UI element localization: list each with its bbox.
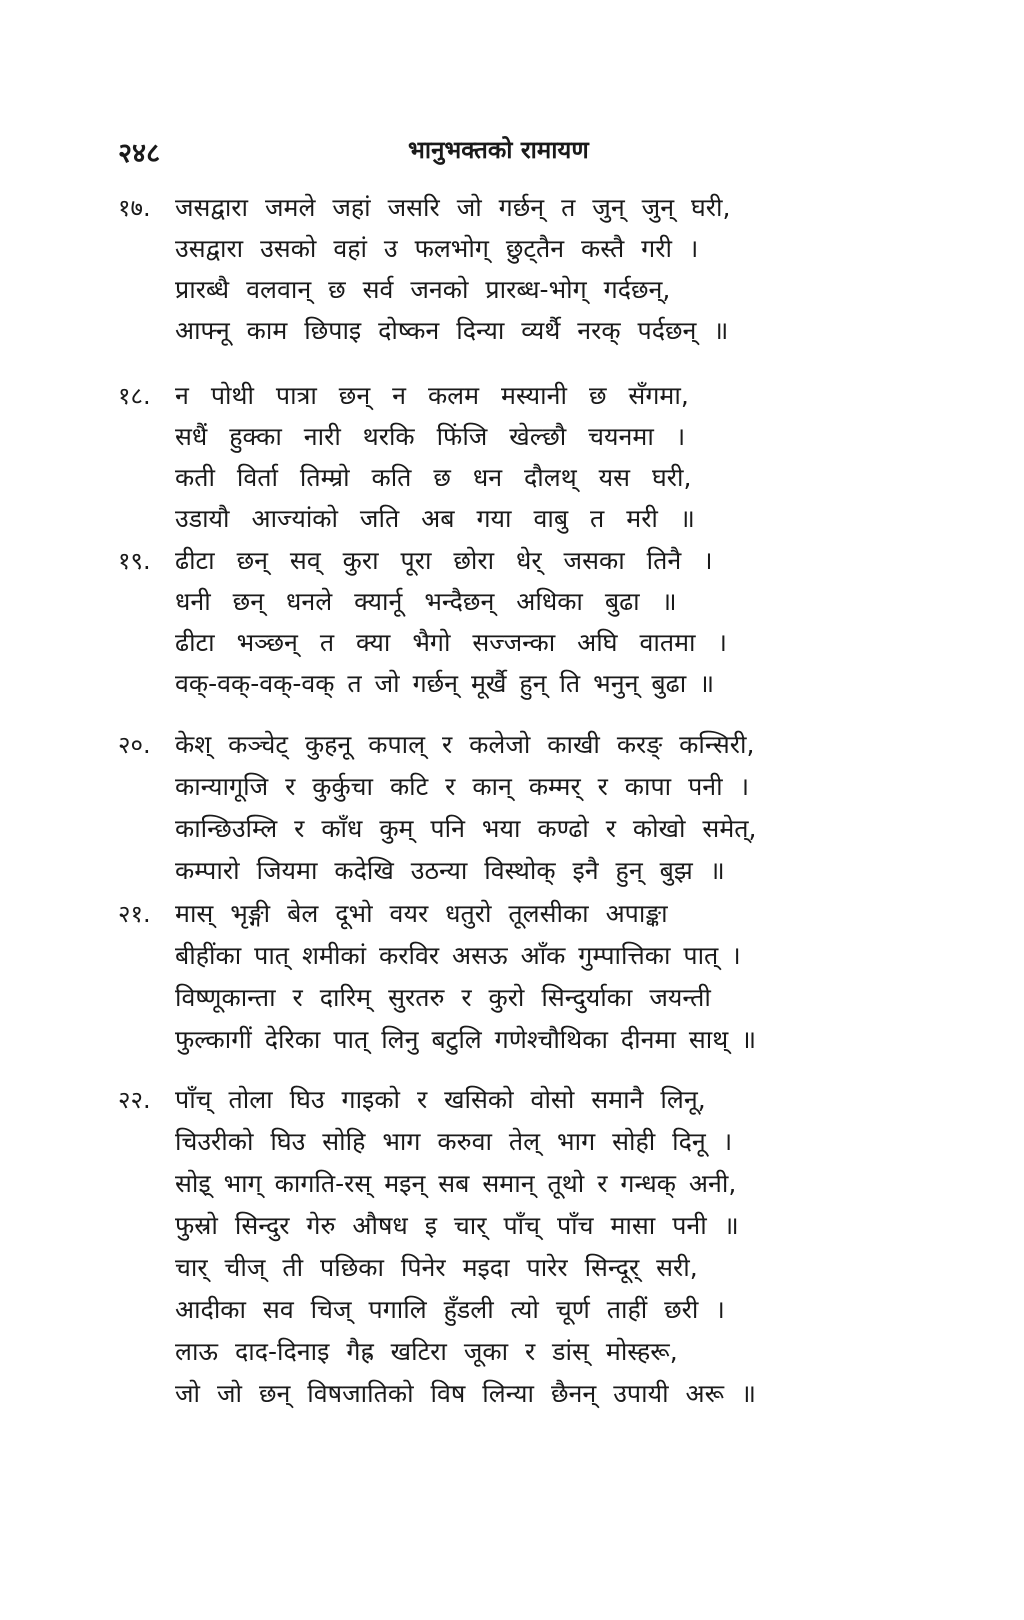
verse-number: १७. [118,194,151,222]
verse-line: फुल्कागीं देरिका पात् लिनु बटुलि गणेश्चौथिका दीनमा साथ् ॥ [175,1025,757,1054]
verse-line: सोइ् भाग् कागति-रस् मइन् सब समान् तूथो र गन्धक् अनी, [175,1169,737,1198]
verse-line: वक्-वक्-वक्-वक् त जो गर्छन् मूर्खै हुन् ति भनुन् बुढा ॥ [175,669,715,698]
verse-line: विष्णूकान्ता र दारिम् सुरतरु र कुरो सिन्दुर्याका जयन्ती [175,983,711,1012]
verse-line: आदीका सव चिज् पगालि हुँडली त्यो चूर्ण ताहीं छरी । [175,1295,725,1324]
verse-line: ढीटा छन् सव् कुरा पूरा छोरा धेर् जसका तिनै । [175,546,713,575]
verse-number: १९. [118,547,151,575]
verse-line: उडायौ आज्यांको जति अब गया वाबु त मरी ॥ [175,504,695,533]
page-header [118,133,604,173]
verse-line: कान्यागूजि र कुर्कुचा कटि र कान् कम्मर् र कापा पनी । [175,772,750,801]
verse-line: जो जो छन् विषजातिको विष लिन्या छैनन् उपायी अरू ॥ [175,1379,756,1408]
verse-line: कती विर्ता तिम्म्रो कति छ धन दौलथ् यस घरी, [175,463,692,492]
verse-line: मास् भृङ्गी बेल दूभो वयर धतुरो तूलसीका अपाङ्का [175,899,668,928]
verse-number: २०. [118,731,151,759]
verse-line: बीहींका पात् शमीकां करविर असऊ आँक गुम्पात्तिका पात् । [175,941,741,970]
page-number: २४८ [118,138,161,169]
verse-line: कम्पारो जियमा कदेखि उठन्या विस्थोक् इनै हुन् बुझ ॥ [175,856,725,885]
verse-line: केश् कञ्चेट् कुहनू कपाल् र कलेजो काखी करङ् कन्सिरी, [175,730,755,759]
verse-line: न पोथी पात्रा छन् न कलम मस्यानी छ सँगमा, [175,381,689,410]
verse-number: १८. [118,382,151,410]
verse-line: उसद्वारा उसको वहां उ फलभोग् छुट्तैन कस्तै गरी । [175,234,699,263]
verse-line: चार् चीज् ती पछिका पिनेर मइदा पारेर सिन्दूर् सरी, [175,1253,698,1282]
verse-line: कान्छिउम्लि र काँध कुम् पनि भया कण्ढो र कोखो समेत्, [175,814,757,843]
running-title: भानुभक्तको रामायण [408,136,589,164]
verse-line: प्रारब्धै वलवान् छ सर्व जनको प्रारब्ध-भोग् गर्दछन्, [175,275,671,304]
verse-line: फुस्रो सिन्दुर गेरु औषध इ चार् पाँच् पाँच मासा पनी ॥ [175,1211,739,1240]
verse-line: लाऊ दाद-दिनाइ गैह्र खटिरा जूका र डांस् मोस्हरू, [175,1337,678,1366]
verse-line: जसद्वारा जमले जहां जसरि जो गर्छन् त जुन् जुन् घरी, [175,193,731,222]
verse-line: पाँच् तोला घिउ गाइको र खसिको वोसो समानै लिनू, [175,1085,706,1114]
verse-line: धनी छन् धनले क्यार्नू भन्दैछन् अधिका बुढा ॥ [175,587,677,616]
verse-line: चिउरीको घिउ सोहि भाग करुवा तेल् भाग सोही दिनू । [175,1127,733,1156]
verse-line: आफ्नू काम छिपाइ दोष्कन दिन्या व्यर्थै नरक् पर्दछन् ॥ [175,316,729,345]
verse-line: ढीटा भञ्छन् त क्या भैगो सज्जन्का अघि वातमा । [175,628,727,657]
verse-number: २१. [118,900,151,928]
verse-line: सधैं हुक्का नारी थरकि फिंजि खेल्छौ चयनमा । [175,422,686,451]
verse-number: २२. [118,1086,151,1114]
